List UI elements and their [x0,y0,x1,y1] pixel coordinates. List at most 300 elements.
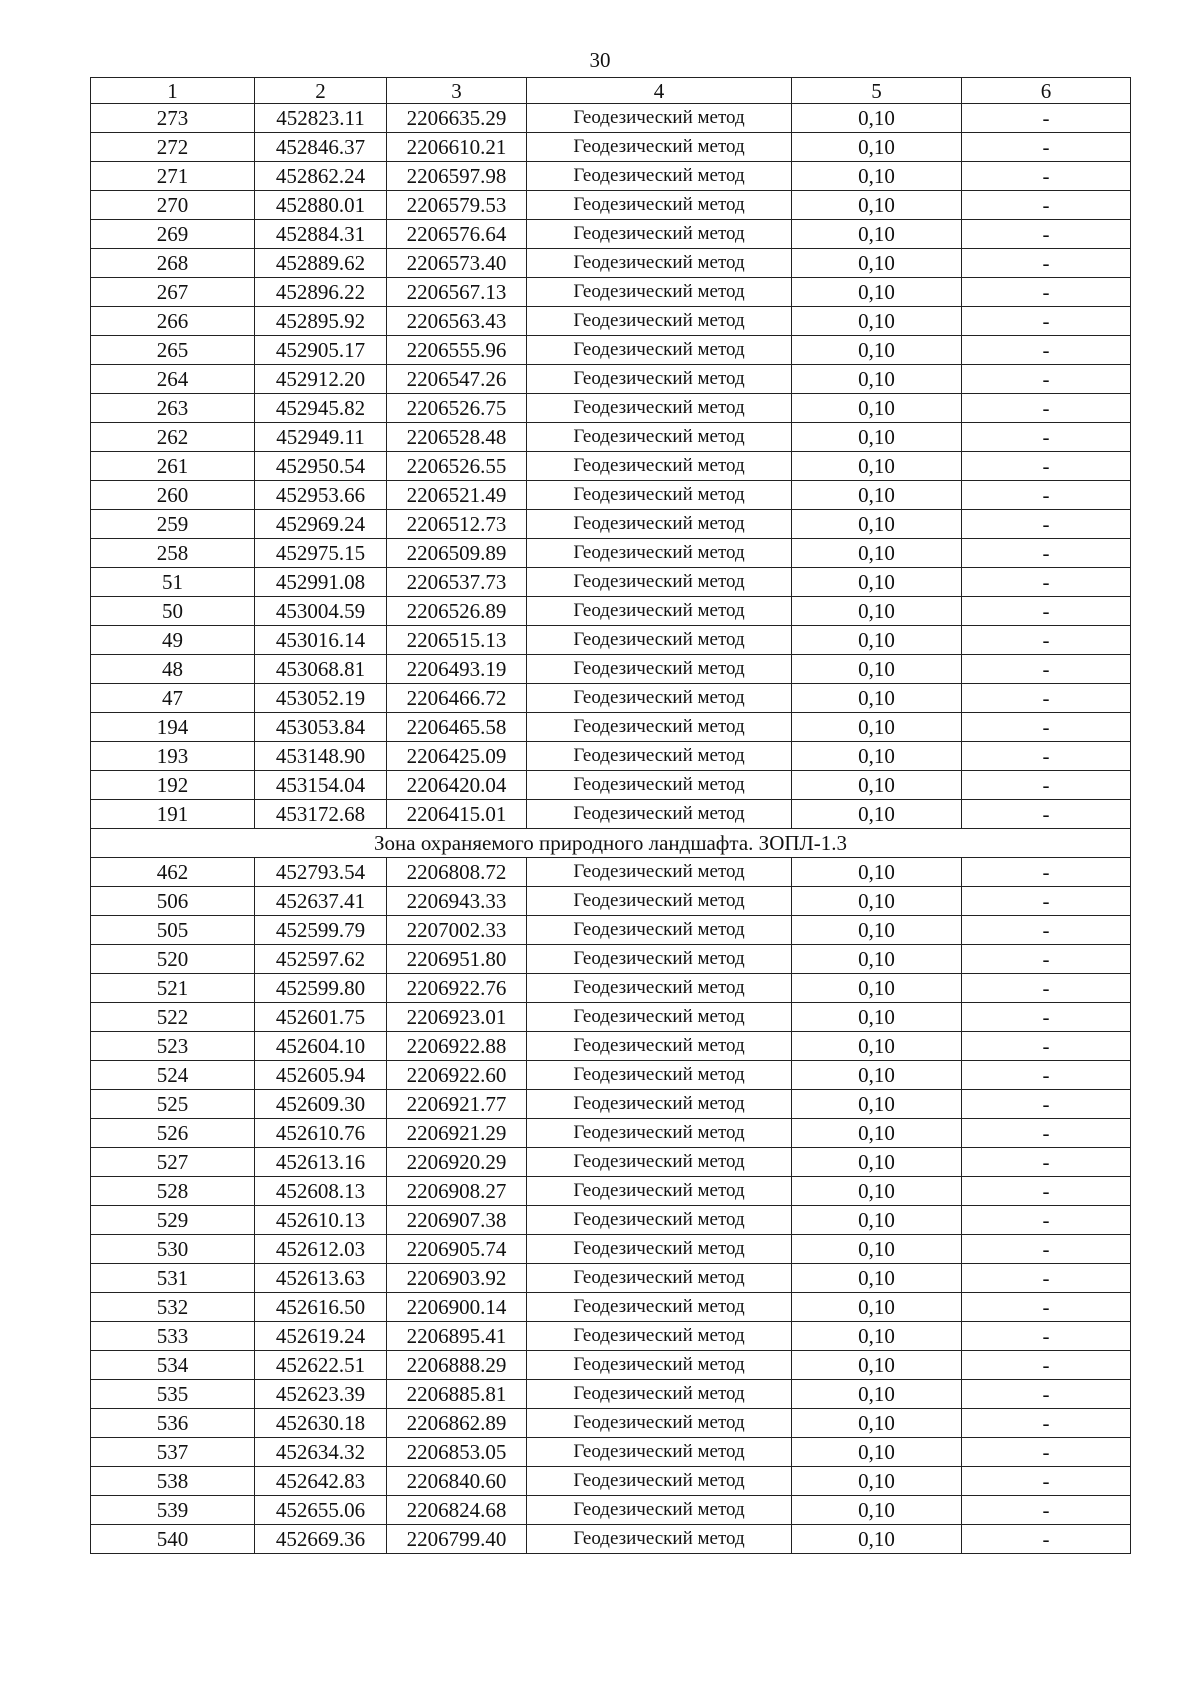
method-cell: Геодезический метод [527,423,792,452]
point-number-cell: 266 [91,307,255,336]
accuracy-cell: 0,10 [792,278,962,307]
x-coordinate-cell: 452637.41 [255,887,387,916]
method-cell: Геодезический метод [527,742,792,771]
method-cell: Геодезический метод [527,858,792,887]
x-coordinate-cell: 452953.66 [255,481,387,510]
point-number-cell: 192 [91,771,255,800]
point-number-cell: 271 [91,162,255,191]
method-cell: Геодезический метод [527,1090,792,1119]
y-coordinate-cell: 2206425.09 [387,742,527,771]
method-cell: Геодезический метод [527,626,792,655]
y-coordinate-cell: 2206555.96 [387,336,527,365]
table-row [91,1264,1131,1293]
y-coordinate-cell: 2206903.92 [387,1264,527,1293]
y-coordinate-cell: 2206493.19 [387,655,527,684]
y-coordinate-cell: 2206547.26 [387,365,527,394]
point-number-cell: 524 [91,1061,255,1090]
note-cell: - [962,481,1131,510]
table-row [91,481,1131,510]
note-cell: - [962,1438,1131,1467]
x-coordinate-cell: 453154.04 [255,771,387,800]
method-cell: Геодезический метод [527,916,792,945]
accuracy-cell: 0,10 [792,510,962,539]
note-cell: - [962,1119,1131,1148]
point-number-cell: 523 [91,1032,255,1061]
table-row [91,1496,1131,1525]
point-number-cell: 194 [91,713,255,742]
note-cell: - [962,771,1131,800]
table-row [91,1032,1131,1061]
table-row [91,278,1131,307]
table-row [91,1003,1131,1032]
point-number-cell: 532 [91,1293,255,1322]
method-cell: Геодезический метод [527,1235,792,1264]
note-cell: - [962,742,1131,771]
point-number-cell: 260 [91,481,255,510]
table-row [91,1177,1131,1206]
table-row [91,220,1131,249]
table-row [91,713,1131,742]
point-number-cell: 272 [91,133,255,162]
note-cell: - [962,945,1131,974]
note-cell: - [962,1293,1131,1322]
y-coordinate-cell: 2206885.81 [387,1380,527,1409]
x-coordinate-cell: 452823.11 [255,104,387,133]
note-cell: - [962,1177,1131,1206]
y-coordinate-cell: 2206567.13 [387,278,527,307]
accuracy-cell: 0,10 [792,1090,962,1119]
y-coordinate-cell: 2206840.60 [387,1467,527,1496]
point-number-cell: 263 [91,394,255,423]
y-coordinate-cell: 2206921.77 [387,1090,527,1119]
method-cell: Геодезический метод [527,1380,792,1409]
section-row [91,829,1131,858]
point-number-cell: 525 [91,1090,255,1119]
note-cell: - [962,307,1131,336]
x-coordinate-cell: 453052.19 [255,684,387,713]
method-cell: Геодезический метод [527,1032,792,1061]
table-row [91,1148,1131,1177]
method-cell: Геодезический метод [527,481,792,510]
accuracy-cell: 0,10 [792,1119,962,1148]
method-cell: Геодезический метод [527,1496,792,1525]
point-number-cell: 533 [91,1322,255,1351]
table-row [91,916,1131,945]
accuracy-cell: 0,10 [792,307,962,336]
method-cell: Геодезический метод [527,597,792,626]
y-coordinate-cell: 2206900.14 [387,1293,527,1322]
table-row [91,423,1131,452]
x-coordinate-cell: 452975.15 [255,539,387,568]
x-coordinate-cell: 453148.90 [255,742,387,771]
note-cell: - [962,713,1131,742]
y-coordinate-cell: 2206895.41 [387,1322,527,1351]
table-row [91,974,1131,1003]
point-number-cell: 530 [91,1235,255,1264]
y-coordinate-cell: 2206888.29 [387,1351,527,1380]
accuracy-cell: 0,10 [792,191,962,220]
note-cell: - [962,1090,1131,1119]
x-coordinate-cell: 452613.63 [255,1264,387,1293]
accuracy-cell: 0,10 [792,220,962,249]
note-cell: - [962,278,1131,307]
point-number-cell: 539 [91,1496,255,1525]
note-cell: - [962,1148,1131,1177]
table-row [91,1061,1131,1090]
accuracy-cell: 0,10 [792,249,962,278]
method-cell: Геодезический метод [527,307,792,336]
accuracy-cell: 0,10 [792,945,962,974]
table-row [91,162,1131,191]
note-cell: - [962,974,1131,1003]
method-cell: Геодезический метод [527,713,792,742]
accuracy-cell: 0,10 [792,771,962,800]
point-number-cell: 462 [91,858,255,887]
y-coordinate-cell: 2206465.58 [387,713,527,742]
y-coordinate-cell: 2206521.49 [387,481,527,510]
section-title: Зона охраняемого природного ландшафта. ЗОПЛ-1.3 [91,829,1131,858]
note-cell: - [962,191,1131,220]
point-number-cell: 270 [91,191,255,220]
table-row [91,539,1131,568]
y-coordinate-cell: 2206921.29 [387,1119,527,1148]
accuracy-cell: 0,10 [792,1322,962,1351]
table-row [91,858,1131,887]
table-row [91,684,1131,713]
method-cell: Геодезический метод [527,1525,792,1554]
x-coordinate-cell: 452613.16 [255,1148,387,1177]
x-coordinate-cell: 453053.84 [255,713,387,742]
note-cell: - [962,220,1131,249]
point-number-cell: 49 [91,626,255,655]
x-coordinate-cell: 452669.36 [255,1525,387,1554]
y-coordinate-cell: 2206509.89 [387,539,527,568]
y-coordinate-cell: 2206526.75 [387,394,527,423]
method-cell: Геодезический метод [527,684,792,713]
point-number-cell: 506 [91,887,255,916]
x-coordinate-cell: 452969.24 [255,510,387,539]
y-coordinate-cell: 2206920.29 [387,1148,527,1177]
accuracy-cell: 0,10 [792,1409,962,1438]
point-number-cell: 528 [91,1177,255,1206]
point-number-cell: 534 [91,1351,255,1380]
accuracy-cell: 0,10 [792,1264,962,1293]
note-cell: - [962,249,1131,278]
note-cell: - [962,655,1131,684]
note-cell: - [962,1525,1131,1554]
x-coordinate-cell: 452912.20 [255,365,387,394]
table-row [91,742,1131,771]
accuracy-cell: 0,10 [792,104,962,133]
point-number-cell: 265 [91,336,255,365]
column-header-1: 1 [91,78,255,104]
x-coordinate-cell: 452862.24 [255,162,387,191]
table-row [91,510,1131,539]
method-cell: Геодезический метод [527,1467,792,1496]
x-coordinate-cell: 452610.76 [255,1119,387,1148]
y-coordinate-cell: 2206420.04 [387,771,527,800]
x-coordinate-cell: 452945.82 [255,394,387,423]
method-cell: Геодезический метод [527,1148,792,1177]
accuracy-cell: 0,10 [792,1148,962,1177]
x-coordinate-cell: 452880.01 [255,191,387,220]
accuracy-cell: 0,10 [792,1235,962,1264]
note-cell: - [962,510,1131,539]
x-coordinate-cell: 452619.24 [255,1322,387,1351]
point-number-cell: 521 [91,974,255,1003]
accuracy-cell: 0,10 [792,800,962,829]
note-cell: - [962,423,1131,452]
note-cell: - [962,1264,1131,1293]
note-cell: - [962,104,1131,133]
y-coordinate-cell: 2206563.43 [387,307,527,336]
note-cell: - [962,1496,1131,1525]
point-number-cell: 267 [91,278,255,307]
method-cell: Геодезический метод [527,1061,792,1090]
note-cell: - [962,1351,1131,1380]
x-coordinate-cell: 452601.75 [255,1003,387,1032]
accuracy-cell: 0,10 [792,858,962,887]
table-row [91,336,1131,365]
table-row [91,1380,1131,1409]
accuracy-cell: 0,10 [792,1351,962,1380]
table-row [91,1467,1131,1496]
note-cell: - [962,1467,1131,1496]
method-cell: Геодезический метод [527,1409,792,1438]
method-cell: Геодезический метод [527,220,792,249]
accuracy-cell: 0,10 [792,742,962,771]
point-number-cell: 526 [91,1119,255,1148]
x-coordinate-cell: 452630.18 [255,1409,387,1438]
note-cell: - [962,1206,1131,1235]
x-coordinate-cell: 452616.50 [255,1293,387,1322]
note-cell: - [962,394,1131,423]
y-coordinate-cell: 2206824.68 [387,1496,527,1525]
table-row [91,365,1131,394]
method-cell: Геодезический метод [527,800,792,829]
method-cell: Геодезический метод [527,655,792,684]
table-row [91,568,1131,597]
x-coordinate-cell: 452889.62 [255,249,387,278]
method-cell: Геодезический метод [527,1206,792,1235]
point-number-cell: 535 [91,1380,255,1409]
accuracy-cell: 0,10 [792,481,962,510]
table-row [91,452,1131,481]
y-coordinate-cell: 2206635.29 [387,104,527,133]
accuracy-cell: 0,10 [792,1525,962,1554]
method-cell: Геодезический метод [527,510,792,539]
note-cell: - [962,684,1131,713]
point-number-cell: 48 [91,655,255,684]
method-cell: Геодезический метод [527,1438,792,1467]
y-coordinate-cell: 2206943.33 [387,887,527,916]
x-coordinate-cell: 453016.14 [255,626,387,655]
y-coordinate-cell: 2206799.40 [387,1525,527,1554]
y-coordinate-cell: 2206610.21 [387,133,527,162]
method-cell: Геодезический метод [527,365,792,394]
x-coordinate-cell: 452608.13 [255,1177,387,1206]
y-coordinate-cell: 2206597.98 [387,162,527,191]
x-coordinate-cell: 452597.62 [255,945,387,974]
method-cell: Геодезический метод [527,1264,792,1293]
y-coordinate-cell: 2206573.40 [387,249,527,278]
note-cell: - [962,162,1131,191]
method-cell: Геодезический метод [527,394,792,423]
method-cell: Геодезический метод [527,945,792,974]
method-cell: Геодезический метод [527,1119,792,1148]
note-cell: - [962,452,1131,481]
table-row [91,1293,1131,1322]
table-row [91,1322,1131,1351]
method-cell: Геодезический метод [527,104,792,133]
note-cell: - [962,365,1131,394]
accuracy-cell: 0,10 [792,1177,962,1206]
y-coordinate-cell: 2206908.27 [387,1177,527,1206]
x-coordinate-cell: 452884.31 [255,220,387,249]
note-cell: - [962,1003,1131,1032]
x-coordinate-cell: 453004.59 [255,597,387,626]
method-cell: Геодезический метод [527,452,792,481]
method-cell: Геодезический метод [527,974,792,1003]
coordinates-table [90,77,1131,1554]
accuracy-cell: 0,10 [792,1438,962,1467]
y-coordinate-cell: 2206907.38 [387,1206,527,1235]
y-coordinate-cell: 2206515.13 [387,626,527,655]
point-number-cell: 47 [91,684,255,713]
note-cell: - [962,858,1131,887]
y-coordinate-cell: 2206512.73 [387,510,527,539]
y-coordinate-cell: 2206528.48 [387,423,527,452]
accuracy-cell: 0,10 [792,365,962,394]
point-number-cell: 264 [91,365,255,394]
accuracy-cell: 0,10 [792,1032,962,1061]
note-cell: - [962,539,1131,568]
note-cell: - [962,1032,1131,1061]
y-coordinate-cell: 2206853.05 [387,1438,527,1467]
point-number-cell: 527 [91,1148,255,1177]
column-header-6: 6 [962,78,1131,104]
method-cell: Геодезический метод [527,249,792,278]
method-cell: Геодезический метод [527,539,792,568]
table-row [91,1206,1131,1235]
table-row [91,307,1131,336]
note-cell: - [962,1235,1131,1264]
point-number-cell: 51 [91,568,255,597]
column-header-2: 2 [255,78,387,104]
method-cell: Геодезический метод [527,278,792,307]
x-coordinate-cell: 452599.80 [255,974,387,1003]
method-cell: Геодезический метод [527,568,792,597]
y-coordinate-cell: 2206415.01 [387,800,527,829]
x-coordinate-cell: 452905.17 [255,336,387,365]
y-coordinate-cell: 2206808.72 [387,858,527,887]
table-row [91,626,1131,655]
note-cell: - [962,916,1131,945]
y-coordinate-cell: 2206576.64 [387,220,527,249]
table-row [91,1119,1131,1148]
accuracy-cell: 0,10 [792,568,962,597]
x-coordinate-cell: 452949.11 [255,423,387,452]
method-cell: Геодезический метод [527,1322,792,1351]
note-cell: - [962,626,1131,655]
column-header-4: 4 [527,78,792,104]
x-coordinate-cell: 452896.22 [255,278,387,307]
x-coordinate-cell: 452846.37 [255,133,387,162]
note-cell: - [962,568,1131,597]
x-coordinate-cell: 452950.54 [255,452,387,481]
table-row [91,133,1131,162]
table-row [91,887,1131,916]
accuracy-cell: 0,10 [792,974,962,1003]
y-coordinate-cell: 2206922.60 [387,1061,527,1090]
table-row [91,800,1131,829]
x-coordinate-cell: 452895.92 [255,307,387,336]
accuracy-cell: 0,10 [792,1496,962,1525]
y-coordinate-cell: 2206537.73 [387,568,527,597]
accuracy-cell: 0,10 [792,1467,962,1496]
accuracy-cell: 0,10 [792,423,962,452]
method-cell: Геодезический метод [527,1293,792,1322]
method-cell: Геодезический метод [527,1177,792,1206]
method-cell: Геодезический метод [527,162,792,191]
table-row [91,191,1131,220]
table-row [91,1090,1131,1119]
point-number-cell: 50 [91,597,255,626]
accuracy-cell: 0,10 [792,1293,962,1322]
y-coordinate-cell: 2206922.88 [387,1032,527,1061]
table-row [91,1438,1131,1467]
table-row [91,1409,1131,1438]
point-number-cell: 540 [91,1525,255,1554]
accuracy-cell: 0,10 [792,452,962,481]
table-row [91,1525,1131,1554]
point-number-cell: 262 [91,423,255,452]
point-number-cell: 261 [91,452,255,481]
x-coordinate-cell: 452793.54 [255,858,387,887]
column-header-3: 3 [387,78,527,104]
point-number-cell: 531 [91,1264,255,1293]
x-coordinate-cell: 452623.39 [255,1380,387,1409]
point-number-cell: 258 [91,539,255,568]
point-number-cell: 273 [91,104,255,133]
point-number-cell: 505 [91,916,255,945]
y-coordinate-cell: 2206466.72 [387,684,527,713]
table-row [91,597,1131,626]
method-cell: Геодезический метод [527,887,792,916]
y-coordinate-cell: 2206579.53 [387,191,527,220]
note-cell: - [962,1380,1131,1409]
note-cell: - [962,1061,1131,1090]
note-cell: - [962,133,1131,162]
point-number-cell: 191 [91,800,255,829]
accuracy-cell: 0,10 [792,394,962,423]
y-coordinate-cell: 2206526.55 [387,452,527,481]
point-number-cell: 269 [91,220,255,249]
note-cell: - [962,597,1131,626]
point-number-cell: 537 [91,1438,255,1467]
x-coordinate-cell: 452609.30 [255,1090,387,1119]
table-row [91,1351,1131,1380]
accuracy-cell: 0,10 [792,916,962,945]
accuracy-cell: 0,10 [792,1003,962,1032]
point-number-cell: 529 [91,1206,255,1235]
table-row [91,104,1131,133]
point-number-cell: 538 [91,1467,255,1496]
note-cell: - [962,800,1131,829]
x-coordinate-cell: 452612.03 [255,1235,387,1264]
accuracy-cell: 0,10 [792,626,962,655]
point-number-cell: 193 [91,742,255,771]
